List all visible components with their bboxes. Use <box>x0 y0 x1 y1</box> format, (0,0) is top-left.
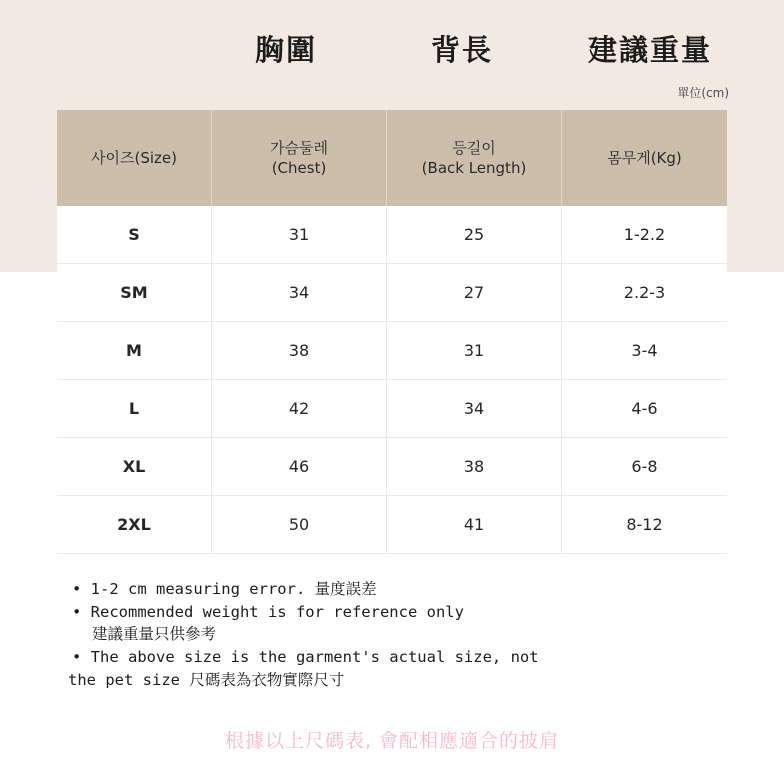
cell-back-length: 34 <box>387 380 562 437</box>
cell-size: M <box>57 322 212 379</box>
note-line-4: • The above size is the garment's actual size, not <box>72 647 539 666</box>
cell-chest: 42 <box>212 380 387 437</box>
cell-weight: 8-12 <box>626 514 663 534</box>
cell-chest: 46 <box>212 438 387 495</box>
unit-note: 單位(cm) <box>677 86 729 100</box>
cell-back-length: 41 <box>387 496 562 553</box>
column-header-back-length <box>387 110 562 206</box>
cell-weight: 2.2-3 <box>623 282 666 302</box>
headings-row <box>0 18 784 78</box>
heading-chest: 胸圍 <box>254 32 317 67</box>
notes-block <box>68 578 772 691</box>
column-header-chest <box>212 110 387 206</box>
cell-weight: 1-2.2 <box>623 224 666 244</box>
cell-back-length: 25 <box>387 206 562 263</box>
column-header-weight-line1: 몸무게(Kg) <box>607 148 682 167</box>
heading-recommended-weight: 建議重量 <box>587 32 712 67</box>
cell-size: L <box>57 380 212 437</box>
cell-size: SM <box>57 264 212 321</box>
column-header-weight <box>562 110 727 206</box>
cell-size: XL <box>57 438 212 495</box>
cell-weight: 4-6 <box>631 398 658 418</box>
column-header-chest-line2: (Chest) <box>271 159 327 177</box>
cell-back-length: 31 <box>387 322 562 379</box>
column-header-back-line1: 등길이 <box>452 138 496 157</box>
table-header-row <box>57 110 727 206</box>
cell-weight: 6-8 <box>631 456 658 476</box>
note-line-5: the pet size 尺碼表為衣物實際尺寸 <box>68 670 345 689</box>
column-header-size <box>57 110 212 206</box>
column-header-back-line2: (Back Length) <box>421 159 527 177</box>
cell-chest: 31 <box>212 206 387 263</box>
cell-back-length: 27 <box>387 264 562 321</box>
heading-back-length: 背長 <box>430 32 493 67</box>
table-row <box>57 496 727 554</box>
cell-chest: 34 <box>212 264 387 321</box>
size-chart-table <box>57 110 727 554</box>
table-row <box>57 438 727 496</box>
note-line-2: • Recommended weight is for reference only <box>72 602 464 621</box>
pink-footer-note: 根據以上尺碼表, 會配相應適合的披肩 <box>224 730 560 752</box>
note-line-3: 建議重量只供參考 <box>92 625 217 644</box>
note-line-1: • 1-2 cm measuring error. 量度誤差 <box>72 580 377 598</box>
cell-back-length: 38 <box>387 438 562 495</box>
table-row <box>57 322 727 380</box>
cell-size: S <box>57 206 212 263</box>
cell-chest: 38 <box>212 322 387 379</box>
table-row <box>57 206 727 264</box>
cell-size: 2XL <box>57 496 212 553</box>
cell-chest: 50 <box>212 496 387 553</box>
table-row <box>57 264 727 322</box>
column-header-chest-line1: 가슴둘레 <box>270 138 328 157</box>
column-header-size-line1: 사이즈(Size) <box>91 148 177 167</box>
cell-weight: 3-4 <box>631 340 658 360</box>
table-row <box>57 380 727 438</box>
